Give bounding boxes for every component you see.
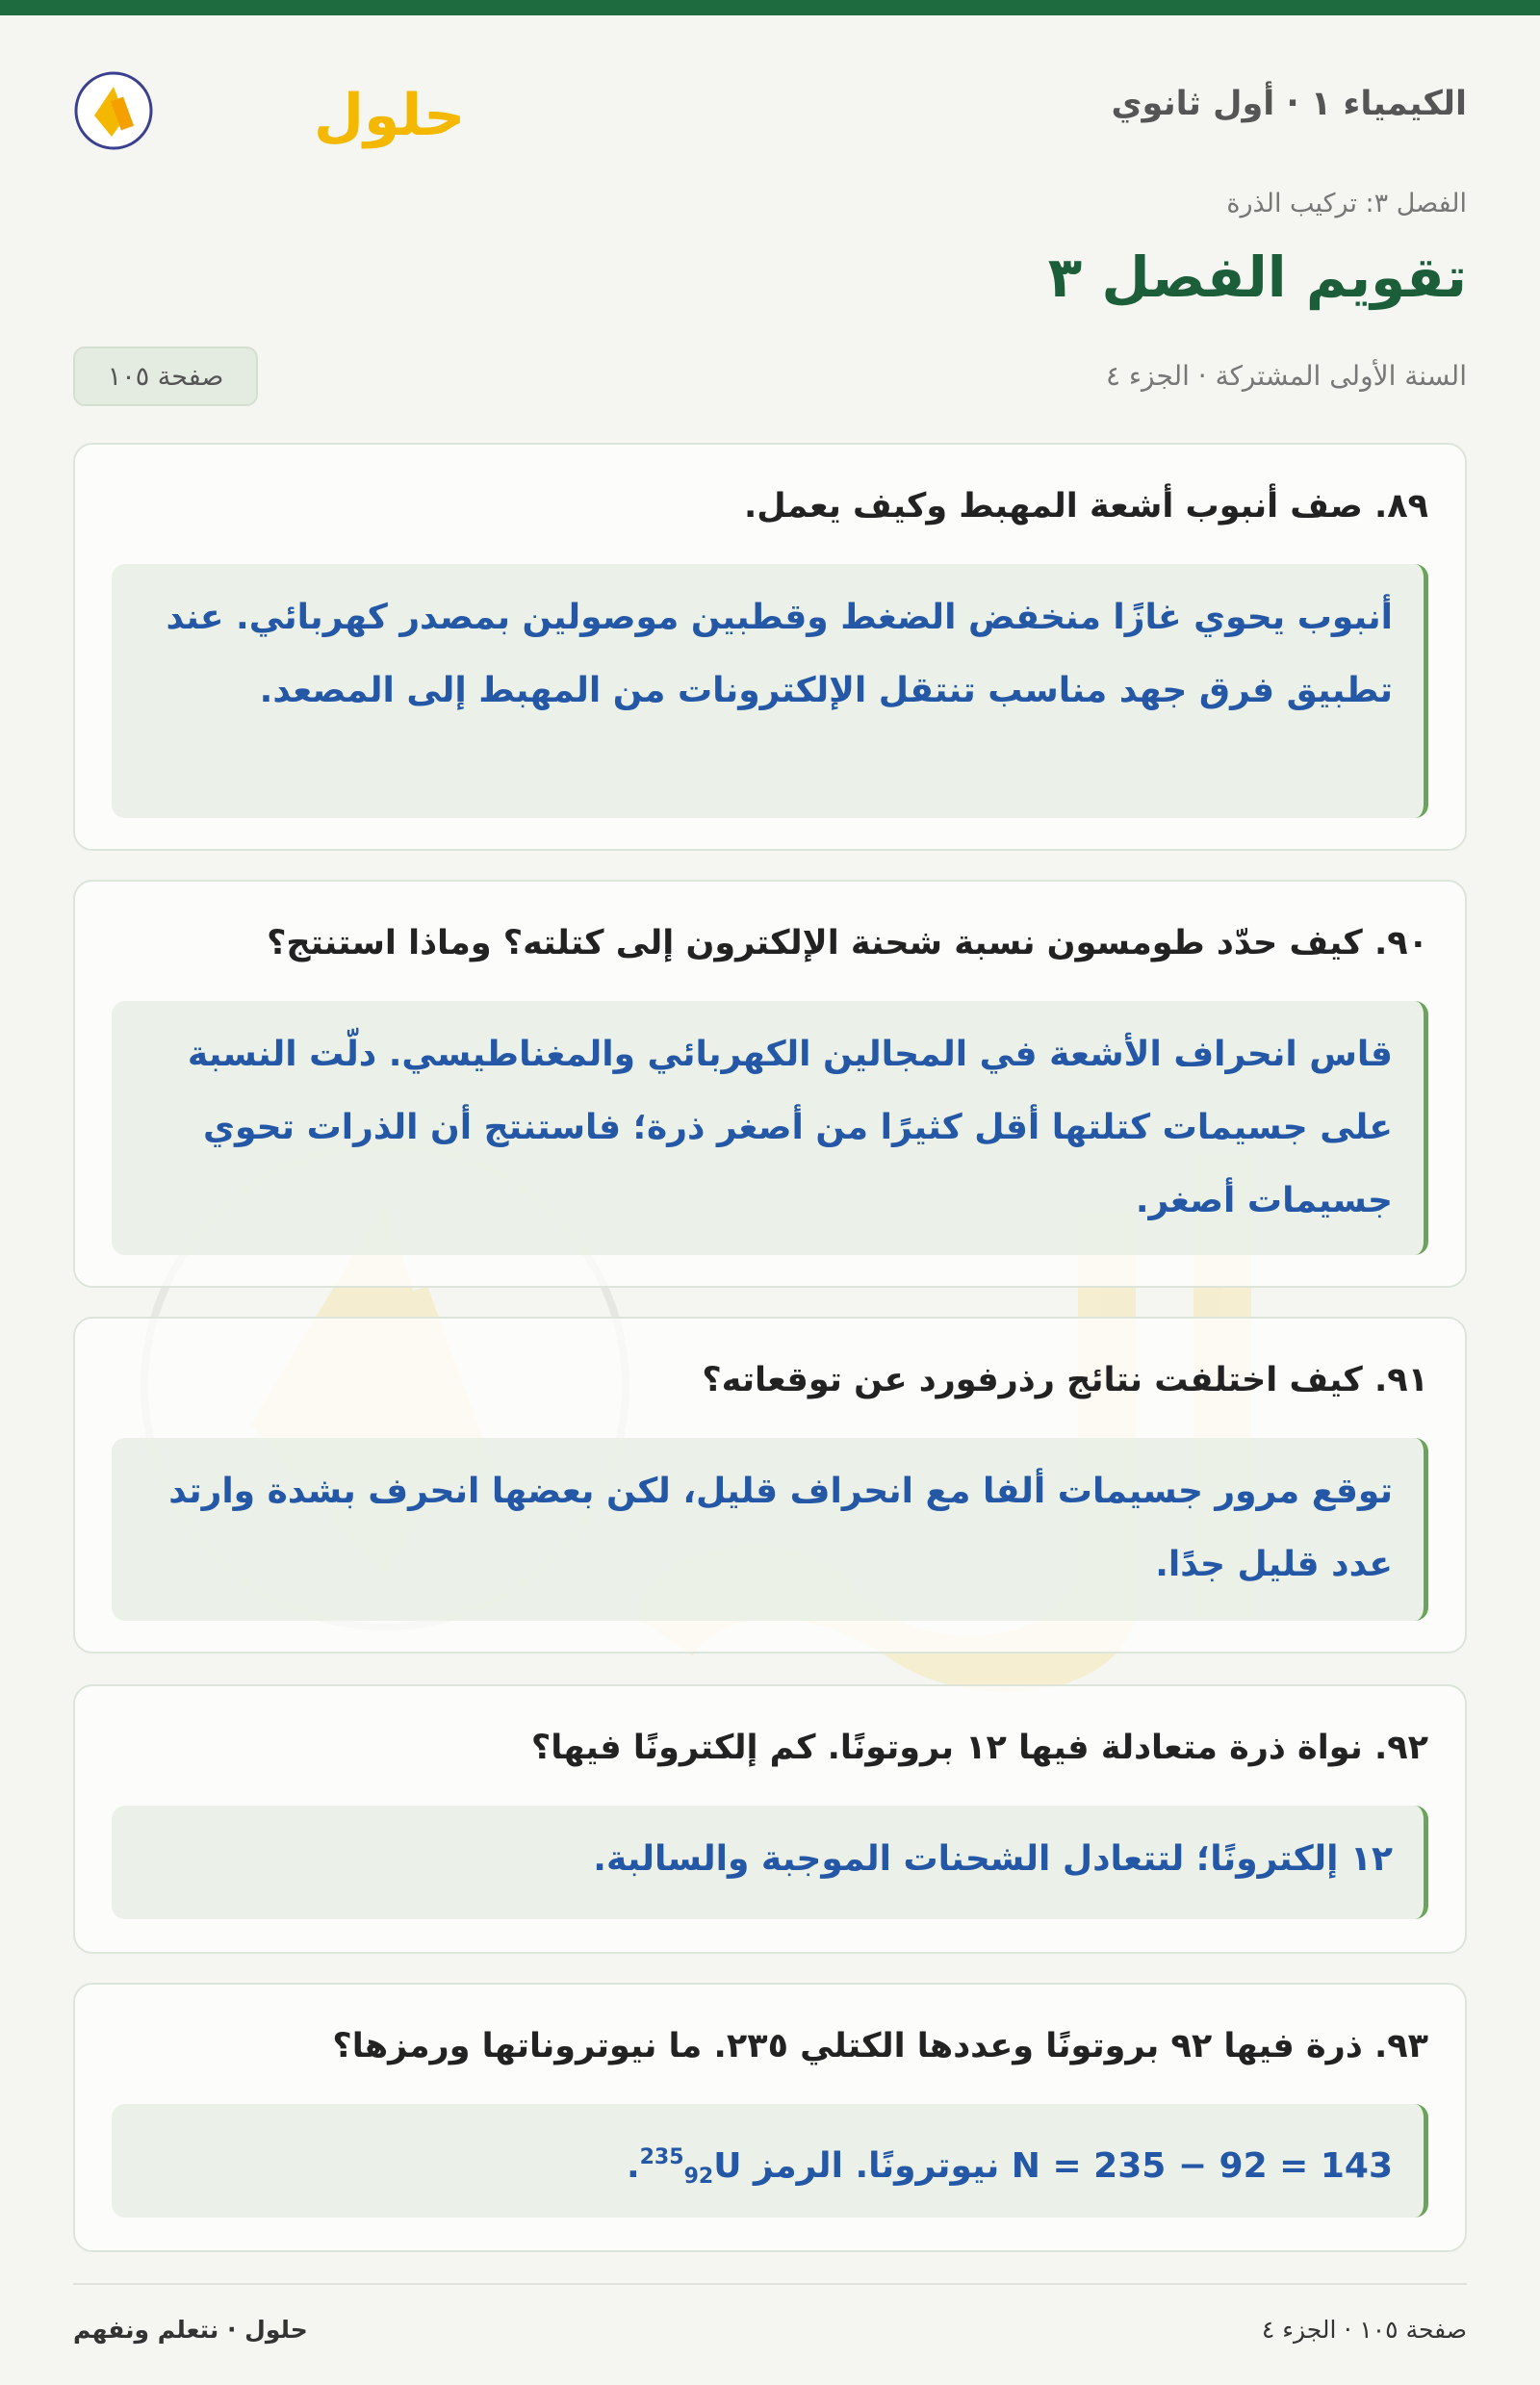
page-title: تقويم الفصل ٣ bbox=[1047, 244, 1467, 310]
page-number-badge: صفحة ١٠٥ bbox=[73, 346, 258, 406]
neutron-equation: N = 235 − 92 = 143 bbox=[1011, 2146, 1393, 2186]
answer-box: توقع مرور جسيمات ألفا مع انحراف قليل، لكن بعضها انحرف بشدة وارتد عدد قليل جدًا. bbox=[112, 1438, 1428, 1621]
question-card bbox=[73, 1317, 1467, 1654]
question-text: ٩٣. ذرة فيها ٩٢ بروتونًا وعددها الكتلي ٢٣٥. ما نيوتروناتها ورمزها؟ bbox=[332, 2027, 1428, 2065]
hulul-logo[interactable] bbox=[73, 67, 466, 164]
answer-box: أنبوب يحوي غازًا منخفض الضغط وقطبين موصولين بمصدر كهربائي. عند تطبيق فرق جهد مناسب تنتقل الإلكترونات من المهبط إلى المصعد. bbox=[112, 564, 1428, 818]
answer-text: نيوترونًا. الرمز bbox=[753, 2146, 1000, 2186]
question-text: ٩٠. كيف حدّد طومسون نسبة شحنة الإلكترون إلى كتلته؟ وماذا استنتج؟ bbox=[267, 924, 1428, 962]
footer-divider bbox=[73, 2283, 1467, 2285]
chapter-breadcrumb: الفصل ٣: تركيب الذرة bbox=[1226, 189, 1467, 218]
page-meta: السنة الأولى المشتركة · الجزء ٤ bbox=[1105, 360, 1467, 392]
question-text: ٨٩. صف أنبوب أشعة المهبط وكيف يعمل. bbox=[743, 487, 1428, 526]
question-card bbox=[73, 443, 1467, 851]
answer-box: ١٢ إلكترونًا؛ لتتعادل الشحنات الموجبة والسالبة. bbox=[112, 1806, 1428, 1919]
question-card bbox=[73, 1983, 1467, 2252]
subject-title: الكيمياء ١ · أول ثانوي bbox=[1111, 85, 1467, 123]
footer-brand: حلول · نتعلم ونفهم bbox=[73, 2316, 308, 2344]
question-text: ٩١. كيف اختلفت نتائج رذرفورد عن توقعاته؟ bbox=[702, 1361, 1428, 1399]
answer-box: N = 235 − 92 = 143 نيوترونًا. الرمز $^{235}_{92}$U. bbox=[112, 2104, 1428, 2218]
question-text: ٩٢. نواة ذرة متعادلة فيها ١٢ بروتونًا. كم إلكترونًا فيها؟ bbox=[530, 1729, 1428, 1767]
isotope-symbol: $^{235}_{92}$U bbox=[639, 2145, 742, 2189]
footer-page-info: صفحة ١٠٥ · الجزء ٤ bbox=[1261, 2316, 1467, 2344]
answer-box: قاس انحراف الأشعة في المجالين الكهربائي والمغناطيسي. دلّت النسبة على جسيمات كتلتها أقل كثيرًا من أصغر ذرة؛ فاستنتج أن الذرات تحوي جسيمات أصغر. bbox=[112, 1001, 1428, 1255]
svg-text:حلول: حلول bbox=[314, 82, 466, 149]
question-card bbox=[73, 1684, 1467, 1954]
question-card bbox=[73, 880, 1467, 1288]
top-accent-bar bbox=[0, 0, 1540, 15]
header bbox=[73, 67, 1467, 164]
